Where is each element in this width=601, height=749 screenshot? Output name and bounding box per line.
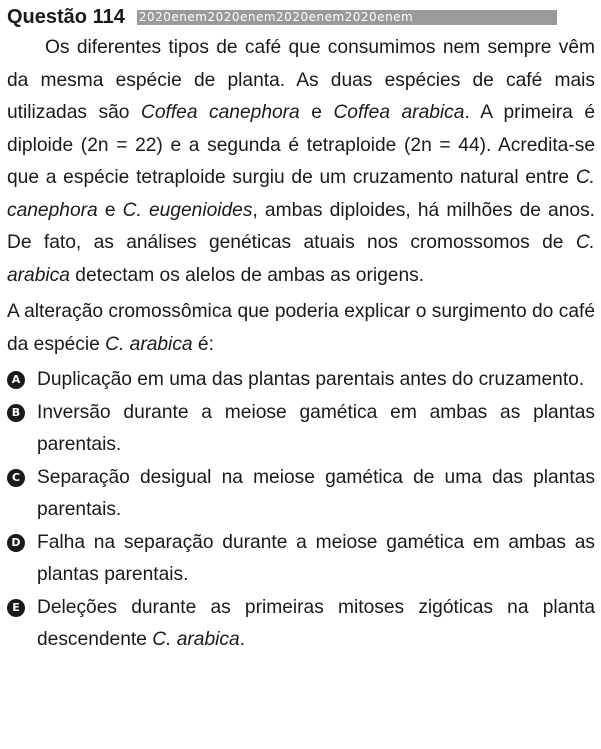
option-text <box>37 462 595 527</box>
species-name: C. canephora <box>7 167 595 221</box>
text-segment: Inversão durante a meiose gamética em ambas as plantas parentais. <box>37 401 595 455</box>
text-segment: Duplicação em uma das plantas parentais antes do cruzamento. <box>37 369 585 390</box>
answer-option-c[interactable] <box>7 462 595 527</box>
answer-option-a[interactable] <box>7 364 595 397</box>
question-header <box>7 2 595 32</box>
text-segment: . <box>239 629 246 650</box>
text-segment: e <box>299 102 334 123</box>
species-name: C. arabica <box>105 333 193 355</box>
watermark-banner: 2020enem2020enem2020enem2020enem <box>137 10 557 25</box>
text-segment: Falha na separação durante a meiose gamética em ambas as plantas parentais. <box>37 531 595 585</box>
answer-option-e[interactable] <box>7 592 595 657</box>
species-name: C. arabica <box>7 232 595 286</box>
text-segment: A alteração cromossômica que poderia explicar o surgimento do café da espécie <box>7 301 595 355</box>
question-text <box>7 32 595 292</box>
text-segment: é: <box>192 333 214 355</box>
text-segment: , ambas diploides, há milhões de anos. De fato, as análises genéticas atuais nos cromossomos de <box>7 199 595 253</box>
text-segment: Separação desigual na meiose gamética de uma das plantas parentais. <box>37 466 595 520</box>
species-name: C. arabica <box>152 629 240 650</box>
text-segment: Os diferentes tipos de café que consumimos nem sempre vêm da mesma espécie de planta. As duas espécies de café mais utilizadas são <box>7 37 595 123</box>
question-page <box>7 0 595 657</box>
species-name: Coffea canephora <box>140 102 300 123</box>
option-text <box>37 527 595 592</box>
text-segment: Deleções durante as primeiras mitoses zigóticas na planta descendente <box>37 596 595 650</box>
question-title: Questão 114 <box>7 5 125 28</box>
option-letter-c-icon: C <box>7 469 25 487</box>
species-name: Coffea arabica <box>333 102 465 123</box>
question-stem <box>7 296 595 361</box>
answer-option-b[interactable] <box>7 397 595 462</box>
option-letter-e-icon: E <box>7 599 25 617</box>
option-text <box>37 592 595 657</box>
text-segment: detectam os alelos de ambas as origens. <box>69 264 425 286</box>
option-text <box>37 397 595 462</box>
answer-options <box>7 364 595 657</box>
species-name: C. eugenioides <box>122 199 253 221</box>
text-segment: e <box>97 199 123 221</box>
option-text <box>37 364 595 397</box>
text-segment: . A primeira é diploide (2n = 22) e a segunda é tetraploide (2n = 44). Acredita-se que a espécie tetraploide surgiu de um cruzamento natural entre <box>7 102 596 188</box>
option-letter-a-icon: A <box>7 371 25 389</box>
answer-option-d[interactable] <box>7 527 595 592</box>
option-letter-b-icon: B <box>7 404 25 422</box>
option-letter-d-icon: D <box>7 534 25 552</box>
